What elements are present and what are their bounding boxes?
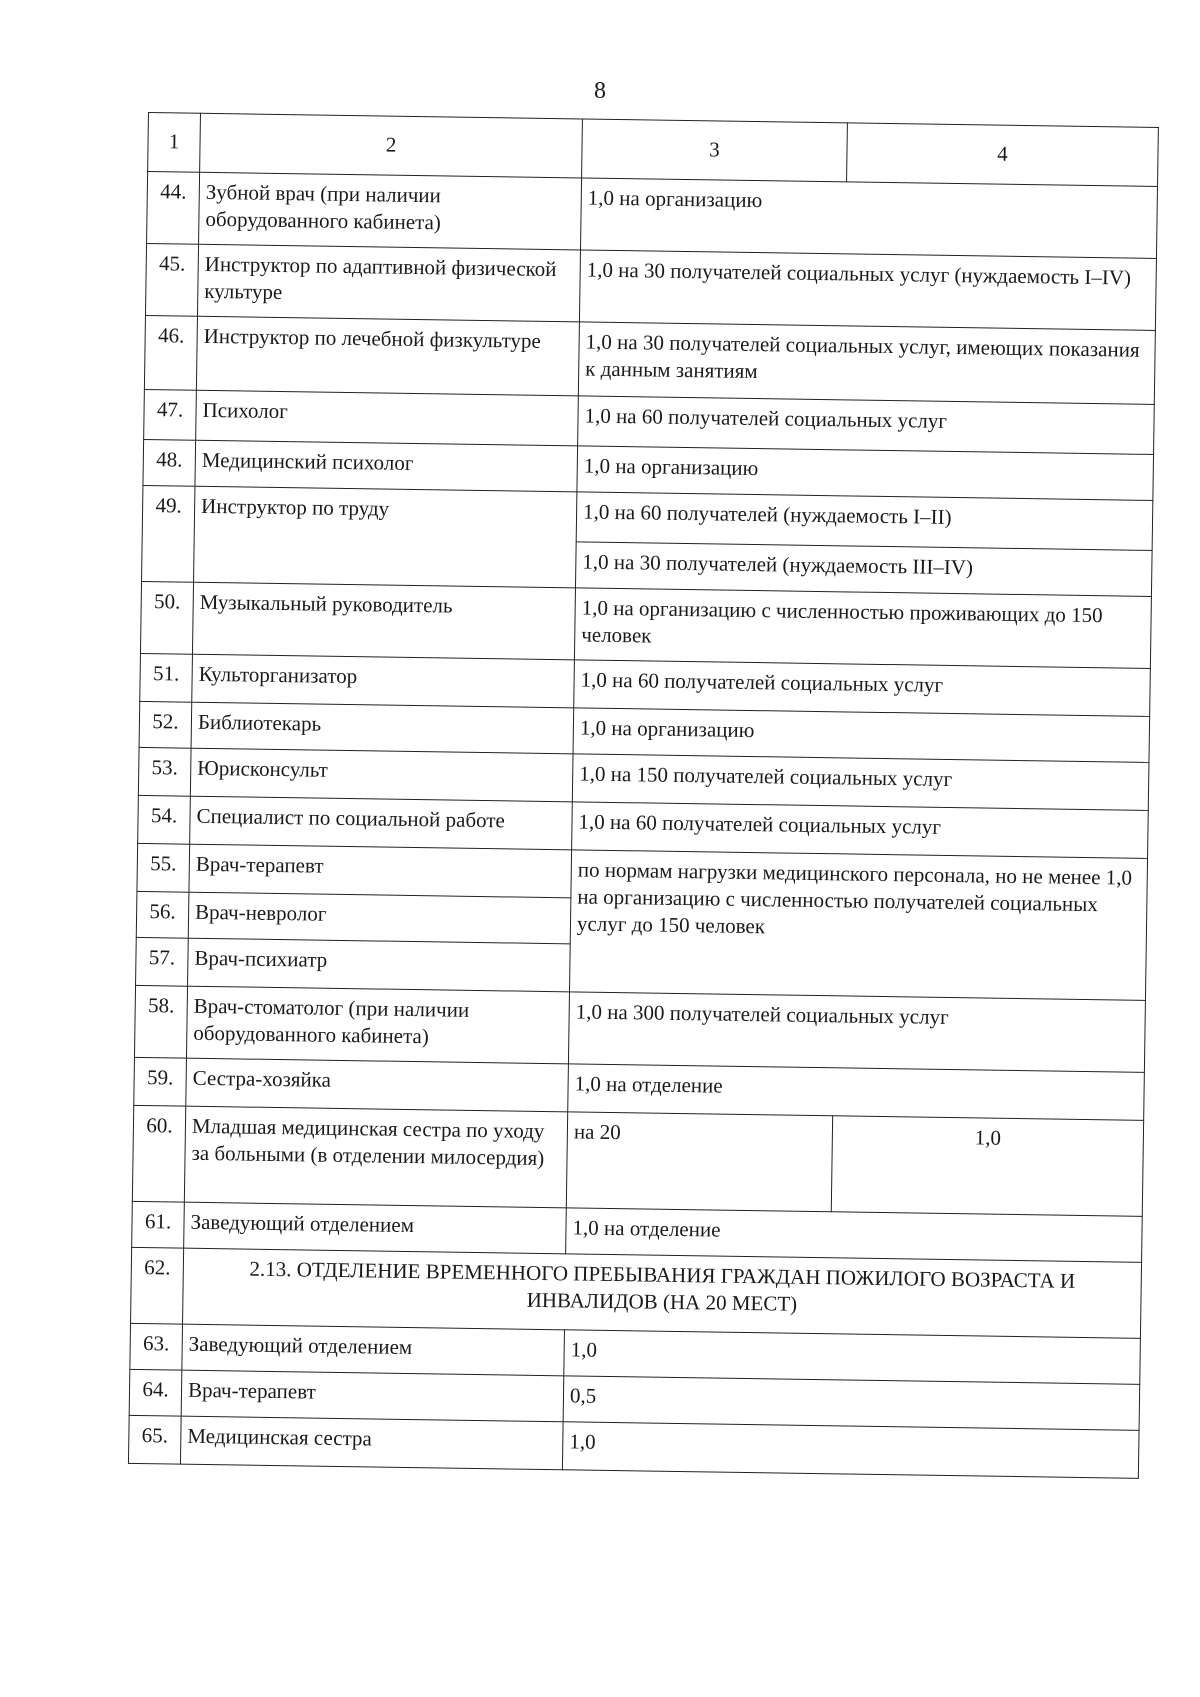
position-cell: Врач-невролог [188, 892, 571, 944]
row-number: 60. [132, 1105, 185, 1202]
row-number: 51. [140, 653, 193, 702]
row-number: 62. [131, 1247, 184, 1324]
norm-cell: 1,0 на организацию с численностью проживающих до 150 человек [574, 588, 1151, 669]
row-number: 48. [143, 439, 196, 486]
position-cell: Врач-психиатр [188, 938, 571, 992]
norm-cell: 1,0 на организацию [581, 178, 1158, 259]
norm-cell: 1,0 [562, 1422, 1139, 1479]
norm-cell: 1,0 на 30 получателей социальных услуг (нуждаемость I–IV) [579, 250, 1156, 331]
norm-cell: 1,0 на 60 получателей социальных услуг [572, 802, 1149, 859]
position-cell: Медицинский психолог [195, 440, 578, 492]
row-number: 64. [129, 1369, 182, 1416]
norm-cell: 1,0 на 30 получателей (нуждаемость III–IV) [575, 542, 1152, 597]
position-cell: Зубной врач (при наличии оборудованного кабинета) [199, 172, 582, 250]
position-cell: Культорганизатор [192, 654, 575, 708]
position-cell: Медицинская сестра [180, 1416, 563, 1470]
table-row [132, 1105, 1143, 1216]
norm-cell: 1,0 на 150 получателей социальных услуг [572, 754, 1149, 811]
position-cell: Психолог [196, 390, 579, 446]
page-number: 8 [594, 78, 606, 104]
position-cell: Юрисконсульт [190, 748, 573, 802]
row-number: 46. [144, 315, 197, 390]
norm-cell: по нормам нагрузки медицинского персонала, но не менее 1,0 на организацию с численностью получателей социальных услуг до 150 человек [569, 850, 1147, 1001]
header-cell-4: 4 [847, 123, 1159, 187]
position-cell: Заведующий отделением [182, 1324, 565, 1376]
position-cell: Музыкальный руководитель [192, 582, 575, 660]
norm-cell: 0,5 [563, 1376, 1140, 1431]
position-cell: Инструктор по труду [194, 486, 577, 588]
row-number: 57. [136, 937, 189, 986]
header-cell-2: 2 [200, 113, 583, 178]
header-cell-1: 1 [148, 113, 201, 173]
norm-cell: 1,0 на отделение [568, 1064, 1145, 1121]
row-number: 54. [138, 795, 191, 844]
section-heading: 2.13. ОТДЕЛЕНИЕ ВРЕМЕННОГО ПРЕБЫВАНИЯ ГРАЖДАН ПОЖИЛОГО ВОЗРАСТА И ИНВАЛИДОВ (НА 20 МЕСТ) [183, 1248, 1142, 1338]
position-cell: Врач-стоматолог (при наличии оборудованного кабинета) [186, 986, 569, 1064]
position-cell: Инструктор по адаптивной физической культуре [197, 244, 580, 322]
row-number: 59. [134, 1057, 187, 1106]
norm-col4-cell: 1,0 [831, 1116, 1143, 1217]
row-number: 47. [144, 389, 197, 440]
row-number: 45. [145, 243, 198, 316]
position-cell: Заведующий отделением [184, 1202, 567, 1254]
position-cell: Младшая медицинская сестра по уходу за больными (в отделении милосердия) [184, 1106, 567, 1208]
norm-cell: 1,0 на 30 получателей социальных услуг, имеющих показания к данным занятиям [578, 322, 1155, 405]
row-number: 44. [147, 172, 200, 245]
norm-cell: 1,0 на 60 получателей социальных услуг [574, 660, 1151, 717]
row-number: 53. [138, 747, 191, 796]
row-number: 65. [128, 1415, 181, 1464]
norm-cell: 1,0 на отделение [566, 1208, 1143, 1263]
row-number: 52. [139, 701, 192, 748]
position-cell: Библиотекарь [191, 702, 574, 754]
norm-cell: 1,0 на организацию [577, 446, 1154, 501]
row-number: 50. [140, 581, 193, 654]
row-number: 61. [132, 1201, 185, 1248]
row-number: 63. [130, 1323, 183, 1370]
position-cell: Врач-терапевт [189, 844, 572, 898]
row-number: 55. [137, 843, 190, 892]
staffing-table [128, 112, 1159, 1479]
row-number: 58. [134, 985, 187, 1058]
norm-cell: 1,0 на 300 получателей социальных услуг [568, 992, 1145, 1073]
position-cell: Специалист по социальной работе [190, 796, 573, 850]
norm-cell: 1,0 на 60 получателей (нуждаемость I–II) [576, 492, 1153, 551]
position-cell: Инструктор по лечебной физкультуре [196, 316, 579, 396]
row-number: 49. [142, 485, 195, 582]
norm-cell: 1,0 на организацию [573, 708, 1150, 763]
norm-cell: 1,0 на 60 получателей социальных услуг [578, 396, 1155, 455]
position-cell: Врач-терапевт [181, 1370, 564, 1422]
header-cell-3: 3 [582, 119, 848, 182]
position-cell: Сестра-хозяйка [186, 1058, 569, 1112]
norm-cell: 1,0 [564, 1330, 1141, 1385]
norm-cell: на 20 [566, 1112, 832, 1212]
row-number: 56. [136, 891, 189, 938]
